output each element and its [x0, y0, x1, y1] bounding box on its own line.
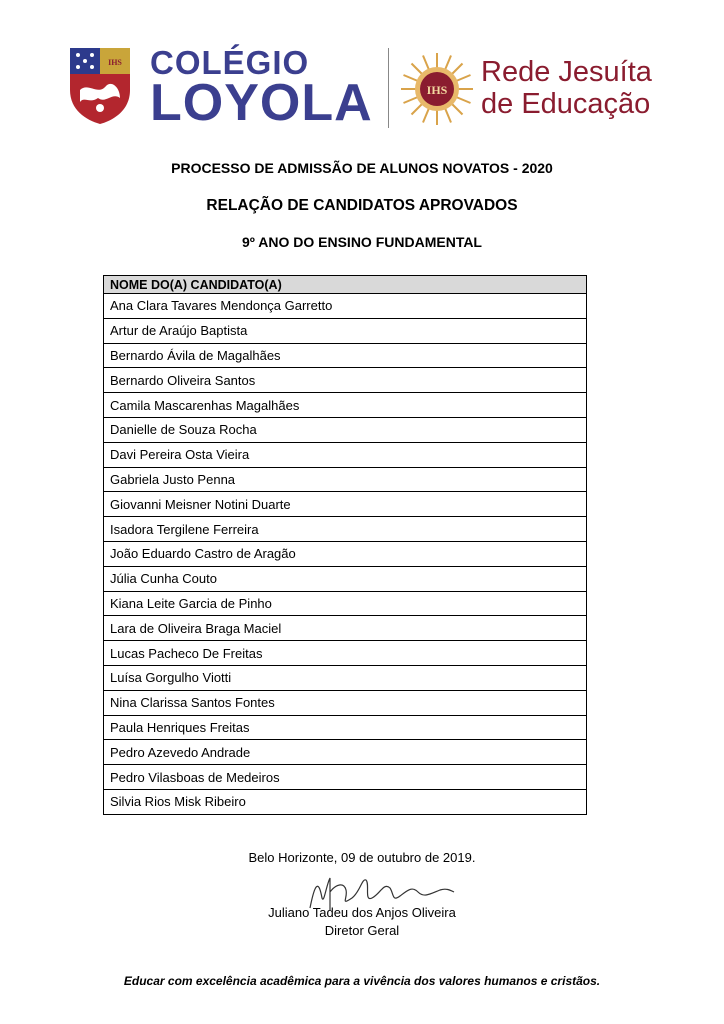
candidate-name: Júlia Cunha Couto: [104, 566, 587, 591]
table-row: [104, 417, 587, 442]
logo-divider: [388, 48, 389, 128]
approved-list-title: RELAÇÃO DE CANDIDATOS APROVADOS: [206, 197, 518, 214]
candidate-name: Bernardo Oliveira Santos: [104, 368, 587, 393]
candidate-name: Giovanni Meisner Notini Duarte: [104, 492, 587, 517]
candidate-name: Lara de Oliveira Braga Maciel: [104, 616, 587, 641]
candidate-name: Pedro Azevedo Andrade: [104, 740, 587, 765]
candidate-name: Lucas Pacheco De Freitas: [104, 641, 587, 666]
table-row: [104, 541, 587, 566]
table-row: [104, 393, 587, 418]
table-row: [104, 616, 587, 641]
table-row: [104, 368, 587, 393]
colegio-loyola-shield-logo: [68, 46, 132, 126]
svg-text:IHS: IHS: [108, 58, 122, 67]
column-header-candidate-name: NOME DO(A) CANDIDATO(A): [104, 276, 587, 294]
table-row: [104, 765, 587, 790]
candidate-name: Bernardo Ávila de Magalhães: [104, 343, 587, 368]
table-row: [104, 442, 587, 467]
candidate-name: Camila Mascarenhas Magalhães: [104, 393, 587, 418]
table-row: [104, 591, 587, 616]
table-row: [104, 566, 587, 591]
candidate-name: Artur de Araújo Baptista: [104, 318, 587, 343]
school-name-line1: COLÉGIO: [150, 44, 310, 81]
table-row: [104, 789, 587, 814]
footer-motto: Educar com excelência acadêmica para a vivência dos valores humanos e cristãos.: [123, 974, 601, 988]
table-row: [104, 467, 587, 492]
candidate-name: Isadora Tergilene Ferreira: [104, 517, 587, 542]
table-row: [104, 740, 587, 765]
network-name-line2: de Educação: [481, 88, 651, 120]
candidate-name: Nina Clarissa Santos Fontes: [104, 690, 587, 715]
document-header: [0, 0, 724, 140]
rede-jesuita-sun-logo: [400, 52, 474, 126]
candidate-name: Silvia Rios Misk Ribeiro: [104, 789, 587, 814]
candidate-name: Ana Clara Tavares Mendonça Garretto: [104, 294, 587, 319]
signer-role: Diretor Geral: [324, 923, 400, 938]
table-header-row: [104, 276, 587, 294]
table-row: [104, 715, 587, 740]
table-row: [104, 665, 587, 690]
table-row: [104, 492, 587, 517]
table-row: [104, 690, 587, 715]
candidate-name: Paula Henriques Freitas: [104, 715, 587, 740]
candidate-name: Kiana Leite Garcia de Pinho: [104, 591, 587, 616]
candidate-name: João Eduardo Castro de Aragão: [104, 541, 587, 566]
approved-candidates-table: [103, 275, 587, 815]
school-name-line2: LOYOLA: [150, 74, 373, 132]
table-row: [104, 294, 587, 319]
candidate-name: Gabriela Justo Penna: [104, 467, 587, 492]
place-and-date: Belo Horizonte, 09 de outubro de 2019.: [248, 850, 476, 865]
svg-text:IHS: IHS: [426, 83, 448, 97]
table-row: [104, 641, 587, 666]
candidate-name: Pedro Vilasboas de Medeiros: [104, 765, 587, 790]
candidate-name: Danielle de Souza Rocha: [104, 417, 587, 442]
table-row: [104, 318, 587, 343]
grade-title: 9º ANO DO ENSINO FUNDAMENTAL: [241, 234, 482, 250]
candidate-name: Luísa Gorgulho Viotti: [104, 665, 587, 690]
process-title: PROCESSO DE ADMISSÃO DE ALUNOS NOVATOS - 2020: [171, 160, 553, 176]
network-name-line1: Rede Jesuíta: [481, 56, 652, 88]
table-row: [104, 517, 587, 542]
table-row: [104, 343, 587, 368]
candidate-name: Davi Pereira Osta Vieira: [104, 442, 587, 467]
signer-name: Juliano Tadeu dos Anjos Oliveira: [268, 905, 456, 920]
